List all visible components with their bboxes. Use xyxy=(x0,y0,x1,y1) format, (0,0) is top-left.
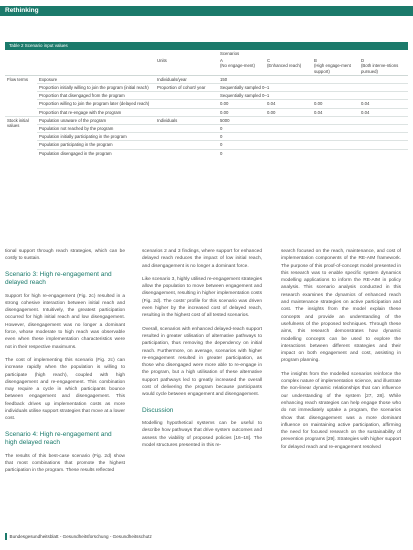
shared-value: 5000 xyxy=(218,116,408,124)
scenario-value: 0.00 xyxy=(218,108,265,116)
table-row xyxy=(5,84,408,92)
row-label: Proportion that disengaged from the program xyxy=(37,92,155,100)
row-label: Population participating in the program xyxy=(37,141,155,149)
units-header: Units xyxy=(155,57,218,75)
scenarios-header: Scenarios xyxy=(220,51,240,56)
body-paragraph: Support for high re-engagement (Fig. 2c) resulted in a strong cohesive interaction between initial reach and disengagement. Intuitively, the greatest participation occurred for high initial reach and low disengagement. However, disengagement was no longer a dominant force, whose moderate to high reach was observable even when these implementation characteristics were not in their respective maximums. xyxy=(5,293,125,350)
scenario-description: (Enhanced reach) xyxy=(267,63,302,69)
row-label: Exposure xyxy=(37,75,155,83)
table-header-row xyxy=(5,50,408,57)
row-units: Individuals xyxy=(155,116,218,124)
table-row xyxy=(5,100,408,108)
header-blank xyxy=(37,57,155,75)
table-row xyxy=(5,149,408,157)
section-heading: Scenario 4: High re-engagement and high delayed reach xyxy=(5,430,112,447)
scenario-value: 0.00 xyxy=(265,108,312,116)
row-label: Proportion that re-engage with the program xyxy=(37,108,155,116)
page-footer xyxy=(5,532,408,542)
body-paragraph: The insights from the modelled scenarios reinforce the complex nature of implementation science, and illustrate the non-linear dynamic relationships that can influence our understanding of the system [27, 28]. While enhancing reach strategies can help engage those who do not immediately uptake a program, the scenarios show that disengagement was a more dominant influence on maintaining active participation, affirming the need for focused research on the sustainability of prevention programs [29]. Strategies with higher support for delayed reach and re-engagement resolved xyxy=(281,371,401,450)
journal-brand: Rethinking xyxy=(5,7,39,14)
scenario-value: 0.04 xyxy=(312,108,359,116)
body-paragraph: The cost of implementing this scenario (Fig. 2c) can increase rapidly when the population is willing to participate (high reach), coupled with high disengagement and re-engagement. This combination may require a cycle in which participants bounce between engagement and disengagement. This feedback drives up implementation costs as more individuals utilise support strategies that move at a lower cost. xyxy=(5,357,125,422)
body-paragraph: tional support through reach strategies, which can be costly to sustain. xyxy=(5,249,125,262)
table-grid xyxy=(5,50,408,157)
shared-value: 0 xyxy=(218,149,408,157)
row-group-label: Flow terms xyxy=(5,75,37,116)
shared-value: 0 xyxy=(218,125,408,133)
row-label: Proportion willing to join the program later (delayed reach) xyxy=(37,100,155,108)
section-heading: Scenario 3: High re-engagement and delayed reach xyxy=(5,270,112,287)
footer-accent-bar xyxy=(5,533,7,540)
scenario-letter: A xyxy=(220,58,223,64)
scenario-column-header xyxy=(312,57,359,75)
table-row xyxy=(5,108,408,116)
scenario-letter: D xyxy=(361,58,365,64)
scenario-description: (Both interve-ntions pursued) xyxy=(361,63,399,74)
row-units: Individuals/year xyxy=(155,75,218,83)
body-column-3 xyxy=(281,248,401,457)
body-paragraph: Modelling hypothetical systems can be useful to describe how pathways that drive system outcomes and assess the viability of proposed policies [16–18]. The model structures presented in this re- xyxy=(142,421,262,449)
scenario-column-header xyxy=(359,57,408,75)
row-units xyxy=(155,133,218,141)
scenario-table xyxy=(5,42,408,157)
row-group-label: Stock initial values xyxy=(5,116,37,157)
scenario-value: 0.00 xyxy=(218,100,265,108)
footer-text: Bundesgesundheitsblatt - Gesundheitsforschung - Gesundheitsschutz xyxy=(9,534,152,539)
scenario-column-header xyxy=(218,57,265,75)
shared-value: Sequentially sampled 0–1 xyxy=(218,92,408,100)
body-paragraph: Overall, scenarios with enhanced delayed-reach support resulted in greater utilisation of alternative pathways to participation, thus removing the dependency on initial reach. Furthermore, on average, scenarios with higher re-engagement resulted in greater participation, as those who disengaged were more able to re-engage in the program, but a high utilisation of these alternative support pathways led to greatly increased the overall cost of delivering the program because participants would cycle between engagement and disengagement. xyxy=(142,326,262,398)
header-blank xyxy=(155,50,218,57)
body-column-2 xyxy=(142,248,262,455)
body-paragraph: The results of this best-case scenario (Fig. 2d) show that most combinations that promote the highest participation in the program. These results reflected xyxy=(5,453,125,474)
row-label: Population not reached by the program xyxy=(37,125,155,133)
row-units xyxy=(155,100,218,108)
row-label: Proportion initially willing to join the program (initial reach) xyxy=(37,84,155,92)
body-column-1 xyxy=(5,248,125,481)
scenario-value: 0.04 xyxy=(359,108,408,116)
row-units xyxy=(155,92,218,100)
scenario-value: 0.04 xyxy=(359,100,408,108)
shared-value: 0 xyxy=(218,141,408,149)
row-units xyxy=(155,141,218,149)
header-blank xyxy=(5,50,37,57)
row-label: Population unaware of the program xyxy=(37,116,155,124)
body-paragraph: search focused on the reach, maintenance, and cost of implementation components of the RE-AIM framework. The purpose of this proof-of-concept model presented in this research was to enable specific system dynamics modelling applications to inform the RE-AIM in policy analysis. This scenario analysis conducted in this research examines the dynamics of enhanced reach and maintenance strategies on active participation and cost. The insights from the model explain these concepts and provide an understanding of the usefulness of the proposed techniques. Through these aims, this research demonstrates how dynamic modelling concepts can be used to explore the interactions between different strategies and their impact on both engagement and cost, assisting in program planning. xyxy=(281,249,401,364)
table-row xyxy=(5,125,408,133)
row-units: Proportion of cohort/ year xyxy=(155,84,218,92)
header-blank xyxy=(5,57,37,75)
table-row xyxy=(5,116,408,124)
body-paragraph: scenarios 2 and 3 findings, where support for enhanced delayed reach reduces the impact of low initial reach, and disengagement is no longer a dominant force. xyxy=(142,249,262,269)
journal-header-bar xyxy=(0,6,413,16)
shared-value: Sequentially sampled 0–1 xyxy=(218,84,408,92)
body-columns xyxy=(5,248,408,528)
scenario-description: (No engage-ment) xyxy=(220,63,255,69)
row-units xyxy=(155,108,218,116)
section-heading: Discussion xyxy=(142,406,174,414)
table-row xyxy=(5,92,408,100)
row-label: Population disengaged in the program xyxy=(37,149,155,157)
row-units xyxy=(155,125,218,133)
table-row xyxy=(5,75,408,83)
scenario-letter: B xyxy=(314,58,317,64)
row-label: Population initially participating in the program xyxy=(37,133,155,141)
body-paragraph: Like scenario 3, highly utilised re-engagement strategies allow the population to move between engagement and disengagement, resulting in higher implementation costs (Fig. 2d). The costs' profile for this scenario was driven even higher by the increased cost of delayed reach, resulting in the highest cost of all tested scenarios. xyxy=(142,276,262,319)
table-title: Table 2 Scenario input values xyxy=(5,42,408,50)
shared-value: 0 xyxy=(218,133,408,141)
scenario-value: 0.00 xyxy=(312,100,359,108)
scenario-column-header xyxy=(265,57,312,75)
table-header-row xyxy=(5,57,408,75)
shared-value: 150 xyxy=(218,75,408,83)
table-row xyxy=(5,133,408,141)
scenario-value: 0.04 xyxy=(265,100,312,108)
table-row xyxy=(5,141,408,149)
header-blank xyxy=(37,50,155,57)
scenario-description: (High engage-ment support) xyxy=(314,63,351,74)
scenario-letter: C xyxy=(267,58,271,64)
row-units xyxy=(155,149,218,157)
